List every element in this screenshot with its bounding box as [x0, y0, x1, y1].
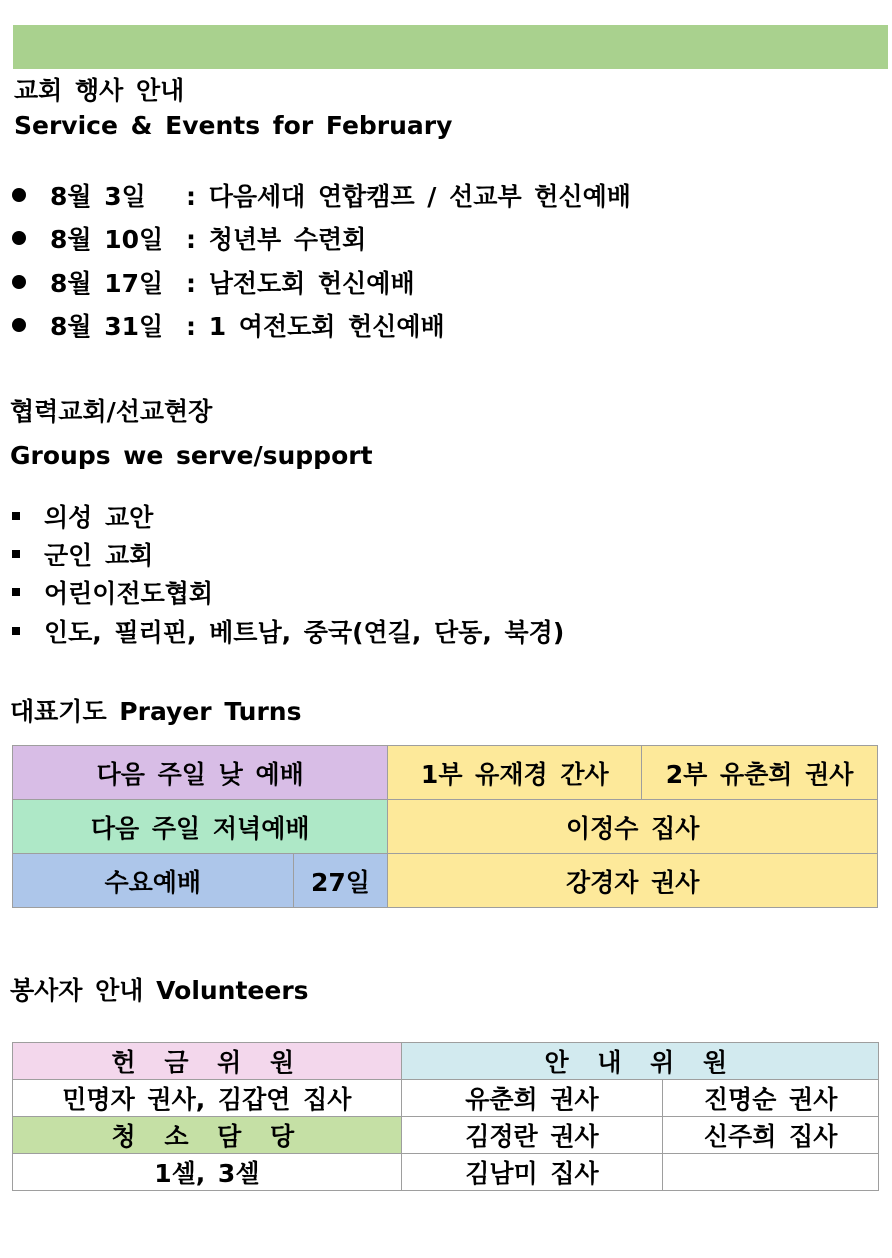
events-title-kr: 교회 행사 안내: [14, 76, 185, 105]
prayer-table: [12, 745, 878, 908]
group-item: [12, 574, 213, 610]
group-label: 어린이전도협회: [44, 579, 214, 608]
events-title-en: Service & Events for February: [14, 111, 453, 140]
header-bar: [13, 25, 888, 69]
group-item: [12, 536, 153, 572]
prayer-second-service: 2부 유춘희 권사: [642, 746, 878, 800]
offering-people: 민명자 권사, 김갑연 집사: [13, 1080, 402, 1117]
event-desc: : 다음세대 연합캠프 / 선교부 헌신예배: [186, 182, 631, 211]
cleaning-header: 청 소 담 당: [13, 1117, 402, 1154]
group-label: 의성 교안: [44, 503, 154, 532]
table-row: [13, 1043, 879, 1080]
table-row: [13, 1154, 879, 1191]
prayer-label-sunday-day: 다음 주일 낮 예배: [13, 746, 388, 800]
usher-cell: 진명순 권사: [663, 1080, 879, 1117]
usher-header: 안 내 위 원: [401, 1043, 878, 1080]
event-desc: : 남전도회 헌신예배: [186, 269, 415, 298]
prayer-evening-person: 이정수 집사: [388, 800, 878, 854]
bullet-dot-icon: [12, 231, 26, 245]
usher-cell-empty: [663, 1154, 879, 1191]
group-item: [12, 613, 564, 649]
usher-cell: 김남미 집사: [401, 1154, 663, 1191]
group-item: [12, 498, 153, 534]
group-label: 군인 교회: [44, 541, 154, 570]
group-label: 인도, 필리핀, 베트남, 중국(연길, 단동, 북경): [44, 618, 565, 647]
event-item: [12, 177, 631, 213]
event-item: [12, 307, 445, 343]
event-date: 8월 17일: [50, 269, 164, 298]
event-item: [12, 264, 415, 300]
bullet-square-icon: [12, 588, 20, 596]
bullet-square-icon: [12, 550, 20, 558]
table-row: [13, 1117, 879, 1154]
groups-title-en: Groups we serve/support: [10, 441, 373, 470]
table-row: [13, 854, 878, 908]
prayer-first-service: 1부 유재경 간사: [388, 746, 642, 800]
event-desc: : 청년부 수련회: [186, 225, 367, 254]
event-date: 8월 10일: [50, 225, 164, 254]
usher-cell: 신주희 집사: [663, 1117, 879, 1154]
cleaning-people: 1셀, 3셀: [13, 1154, 402, 1191]
bullet-square-icon: [12, 512, 20, 520]
event-date: 8월 31일: [50, 312, 164, 341]
bullet-dot-icon: [12, 318, 26, 332]
table-row: [13, 1080, 879, 1117]
event-desc: : 1 여전도회 헌신예배: [186, 312, 445, 341]
volunteers-title: 봉사자 안내 Volunteers: [10, 976, 309, 1005]
offering-header: 헌 금 위 원: [13, 1043, 402, 1080]
event-date: 8월 3일: [50, 182, 146, 211]
table-row: [13, 746, 878, 800]
event-item: [12, 220, 366, 256]
usher-cell: 유춘희 권사: [401, 1080, 663, 1117]
table-row: [13, 800, 878, 854]
bullet-square-icon: [12, 627, 20, 635]
usher-cell: 김정란 권사: [401, 1117, 663, 1154]
bullet-dot-icon: [12, 188, 26, 202]
groups-title-kr: 협력교회/선교현장: [10, 397, 213, 426]
prayer-wednesday-day: 27일: [293, 854, 388, 908]
prayer-label-wednesday: 수요예배: [13, 854, 294, 908]
prayer-wednesday-person: 강경자 권사: [388, 854, 878, 908]
bullet-dot-icon: [12, 275, 26, 289]
prayer-title: 대표기도 Prayer Turns: [10, 697, 302, 726]
volunteers-table: [12, 1042, 879, 1191]
prayer-label-sunday-evening: 다음 주일 저녁예배: [13, 800, 388, 854]
